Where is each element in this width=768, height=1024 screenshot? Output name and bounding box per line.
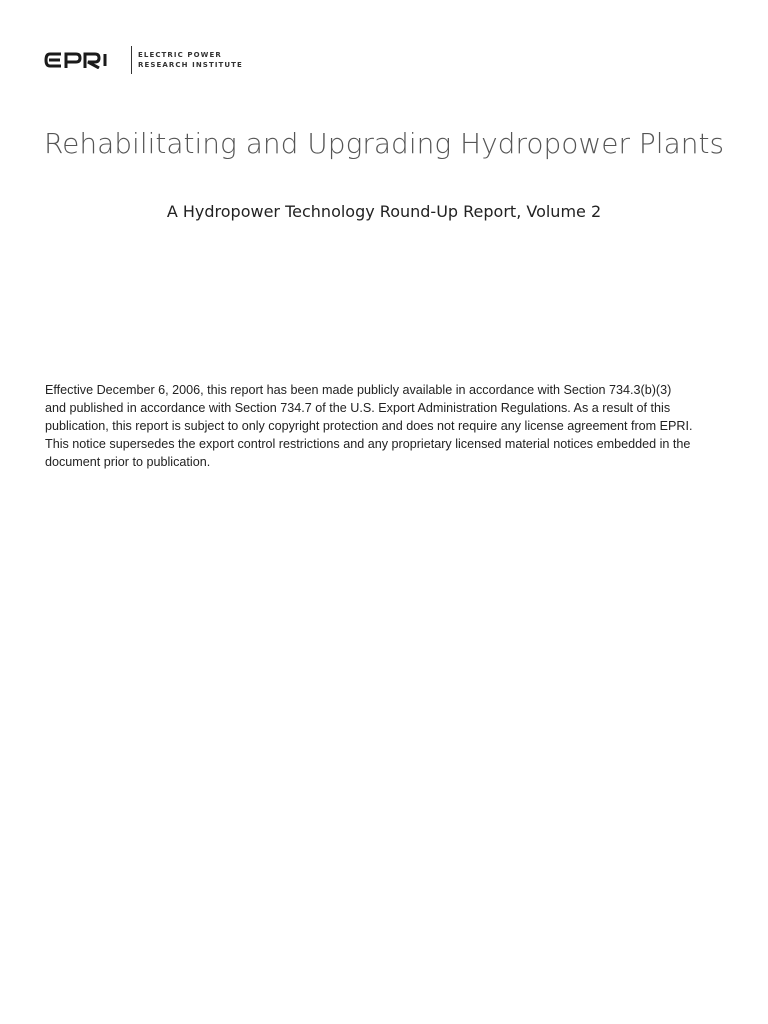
notice-line: Effective December 6, 2006, this report has been made publicly available in accordance with Section 734.3(b)(3) xyxy=(45,383,672,397)
logo-mark-text: EPRI xyxy=(44,51,47,52)
logo-wordmark xyxy=(138,50,243,70)
notice-line: publication, this report is subject to only copyright protection and does not require any license agreement from EPRI. xyxy=(45,419,693,433)
logo-line-1: ELECTRIC POWER xyxy=(138,51,222,59)
logo-divider xyxy=(131,46,132,74)
notice-line: and published in accordance with Section 734.7 of the U.S. Export Administration Regulations. As a result of this xyxy=(45,401,671,415)
notice-line: This notice supersedes the export control restrictions and any proprietary licensed material notices embedded in the xyxy=(45,437,691,451)
epri-logo xyxy=(44,46,243,74)
epri-logo-mark xyxy=(44,51,124,69)
report-title: Rehabilitating and Upgrading Hydropower Plants xyxy=(43,127,725,160)
export-notice xyxy=(45,381,705,471)
report-subtitle: A Hydropower Technology Round-Up Report, Volume 2 xyxy=(166,202,602,221)
notice-line: document prior to publication. xyxy=(45,455,211,469)
logo-line-2: RESEARCH INSTITUTE xyxy=(138,61,243,69)
